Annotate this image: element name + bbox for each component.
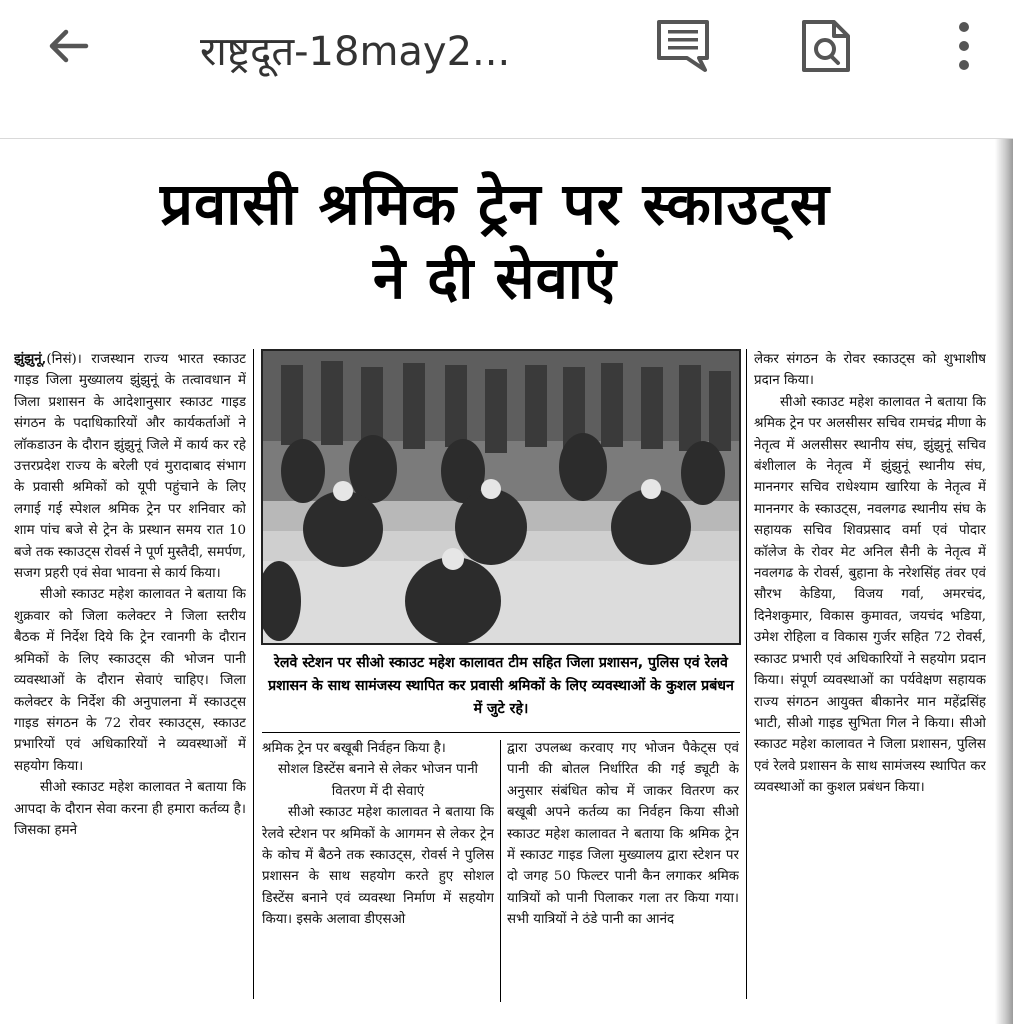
dateline: झुंझुनूं, bbox=[14, 351, 47, 367]
paragraph: सीओ स्काउट महेश कालावत ने बताया कि शुक्रवार को जिला कलेक्टर ने जिला स्तरीय बैठक में निर्देश दिये कि ट्रेन रवानगी के दौरान श्रमिकों के लिए स्काउट्स की भोजन पानी व्यवस्थाओं के दौरान सेवाएं चाहिए। जिला कलेक्टर के निर्देश की अनुपालना में स्काउट्स गाइड संगठन के 72 रोवर स्काउट्स, स्काउट प्रभारियों एवं अधिकारियों ने व्यवस्थाओं में सहयोग किया। bbox=[14, 587, 246, 774]
subheading: सोशल डिस्टेंस बनाने से लेकर भोजन पानी वितरण में दी सेवाएं bbox=[278, 762, 478, 799]
headline-line-1: प्रवासी श्रमिक ट्रेन पर स्काउट्स bbox=[159, 170, 831, 238]
headline-line-2: ने दी सेवाएं bbox=[373, 244, 617, 312]
article-column-3 bbox=[507, 738, 739, 1010]
back-button[interactable] bbox=[40, 18, 96, 74]
photo-caption: रेलवे स्टेशन पर सीओ स्काउट महेश कालावत टीम सहित जिला प्रशासन, पुलिस एवं रेलवे प्रशासन के साथ सामंजस्य स्थापित कर प्रवासी श्रमिकों के लिए व्यवस्थाओं के कुशल प्रबंधन में जुटे रहे। bbox=[268, 655, 734, 717]
column-rule bbox=[746, 349, 747, 999]
comment-icon bbox=[655, 18, 711, 74]
find-in-document-button[interactable] bbox=[798, 18, 854, 74]
news-photo bbox=[261, 349, 741, 645]
document-title: राष्ट्रदूत-18may2... bbox=[200, 29, 511, 75]
paragraph: श्रमिक ट्रेन पर बखूबी निर्वहन किया है। bbox=[262, 741, 446, 756]
article-column-4 bbox=[754, 349, 986, 1009]
paragraph: सीओ स्काउट महेश कालावत ने बताया कि रेलवे स्टेशन पर श्रमिकों के आगमन से लेकर ट्रेन के कोच में बैठने तक स्काउट्स, रोवर्स ने पुलिस प्रशासन के साथ सहयोग करते हुए सोशल डिस्टेंस बनाने एवं व्यवस्था निर्माण में सहयोग किया। इसके अलावा डीएसओ bbox=[262, 805, 494, 928]
article-column-1 bbox=[14, 349, 246, 1009]
document-search-icon bbox=[800, 18, 852, 74]
page-edge-shadow bbox=[995, 139, 1013, 1024]
paragraph: द्वारा उपलब्ध करवाए गए भोजन पैकेट्स एवं पानी की बोतल निर्धारित की गई ड्यूटी के अनुसार संबंधित कोच में जाकर वितरण कर बखूबी अपने कर्तव्य का निर्वहन किया सीओ स्काउट महेश कालावत ने बताया कि श्रमिक ट्रेन में स्काउट गाइड जिला मुख्यालय द्वारा स्टेशन पर दो जगह 50 फिल्टर पानी कैन लगाकर श्रमिक यात्रियों को पानी पिलाकर गला तर किया गया। सभी यात्रियों ने ठंडे पानी का आनंद bbox=[507, 741, 739, 928]
more-vertical-icon bbox=[954, 20, 974, 72]
caption-rule bbox=[262, 732, 740, 733]
paragraph: सीओ स्काउट महेश कालावत ने बताया कि श्रमिक ट्रेन पर अलसीसर सचिव रामचंद्र मीणा के नेतृत्व में अलसीसर स्थानीय संघ, झुंझुनूं सचिव बंशीलाल के नेतृत्व में झुंझुनूं स्थानीय संघ, माननगर सचिव राधेश्याम खारिया के नेतृत्व में माननगर के स्काउट्स, नवलगढ स्थानीय संघ के सहायक सचिव शिवप्रसाद वर्मा एवं पोदार कॉलेज के रोवर मेट अनिल सैनी के नेतृत्व में नवलगढ के रोवर्स, बुहाना के नरेशसिंह तंवर एवं सौरभ केडिया, विजय गर्वा, अमरचंद, दिनेशकुमार, विकास कुमावत, जयचंद भडिया, उमेश रोहिला व विकास गुर्जर सहित 72 रोवर्स, स्काउट प्रभारी एवं अधिकारियों ने सहयोग प्रदान किया। संपूर्ण व्यवस्थाओं का पर्यवेक्षण सहायक राज्य संगठन आयुक्त बीकानेर मान महेंद्रसिंह भाटी, सीओ गाइड सुभिता गिल ने किया। सीओ स्काउट महेश कालावत ने जिला प्रशासन, पुलिस एवं रेलवे प्रशासन के साथ सामंजस्य स्थापित कर व्यवस्थाओं का कुशल प्रबंधन किया। bbox=[754, 394, 986, 796]
arrow-left-icon bbox=[46, 24, 90, 68]
column-rule bbox=[500, 740, 501, 1002]
column-rule bbox=[253, 349, 254, 999]
paragraph: (निसं)। राजस्थान राज्य भारत स्काउट गाइड जिला मुख्यालय झुंझुनूं के तत्वावधान में जिला प्रशासन के आदेशानुसार स्काउट गाइड संगठन के पदाधिकारियों और कार्यकर्ताओं ने लॉकडाउन के दौरान झुंझुनूं जिले में कार्य कर रहे उत्तरप्रदेश राज्य के बरेली एवं मुरादाबाद संभाग के प्रवासी श्रमिकों को यूपी पहुंचाने के लिए लगाई गई स्पेशल श्रमिक ट्रेन पर शनिवार को शाम पांच बजे से ट्रेन के प्रस्थान समय रात 10 बजे तक स्काउट्स रोवर्स ने पूर्ण मुस्तैदी, समर्पण, सजग प्रहरी एवं सेवा भावना से कार्य किया। bbox=[14, 352, 246, 582]
scouts-group-photo bbox=[263, 351, 739, 643]
paragraph: लेकर संगठन के रोवर स्काउट्स को शुभाशीष प्रदान किया। bbox=[754, 352, 986, 389]
app-bar bbox=[0, 0, 1013, 139]
more-options-button[interactable] bbox=[936, 18, 992, 74]
paragraph: सीओ स्काउट महेश कालावत ने बताया कि आपदा के दौरान सेवा करना ही हमारा कर्तव्य है। जिसका हमने bbox=[14, 780, 246, 838]
article-column-2 bbox=[262, 738, 494, 1010]
comments-button[interactable] bbox=[655, 18, 711, 74]
